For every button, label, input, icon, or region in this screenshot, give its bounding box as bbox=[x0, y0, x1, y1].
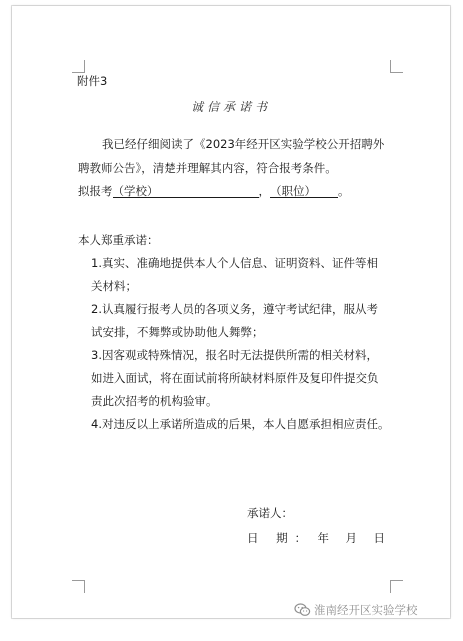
crop-mark-top-right bbox=[390, 60, 403, 73]
intro-line-1: 我已经仔细阅读了《2023年经开区实验学校公开招聘外 bbox=[102, 137, 385, 151]
apply-separator: ， bbox=[258, 184, 270, 198]
wechat-icon bbox=[294, 603, 311, 617]
promise-item-3-line-1: 3.因客观或特殊情况，报名时无法提供所需的相关材料， bbox=[91, 348, 378, 362]
wechat-watermark bbox=[314, 603, 418, 617]
date-month: 月 bbox=[345, 531, 357, 545]
promise-item-3-line-2: 如进入面试，将在面试前将所缺材料原件及复印件提交负 bbox=[91, 371, 379, 385]
apply-end: 。 bbox=[338, 184, 350, 198]
promise-heading: 本人郑重承诺： bbox=[78, 233, 159, 247]
promise-item-2-line-1: 2.认真履行报考人员的各项义务，遵守考试纪律，服从考 bbox=[91, 302, 378, 316]
date-year: 年 bbox=[317, 531, 329, 545]
school-blank[interactable] bbox=[113, 184, 259, 198]
promise-item-1-line-1: 1.真实、准确地提供本人个人信息、证明资料、证件等相 bbox=[91, 256, 378, 270]
watermark-text: 淮南经开区实验学校 bbox=[314, 603, 418, 617]
crop-mark-bottom-right bbox=[390, 580, 403, 593]
intro-line-2: 聘教师公告》，清楚并理解其内容，符合报考条件。 bbox=[78, 161, 337, 175]
attachment-label: 附件3 bbox=[77, 74, 108, 88]
document-title: 诚信承诺书 bbox=[190, 100, 271, 114]
position-label: （职位） bbox=[270, 184, 316, 198]
position-blank[interactable] bbox=[270, 184, 338, 198]
date-label: 日 期： bbox=[247, 531, 314, 545]
signer-label: 承诺人： bbox=[247, 506, 293, 520]
promise-item-1-line-2: 关材料； bbox=[91, 279, 137, 293]
date-line bbox=[247, 531, 385, 545]
document-page bbox=[12, 6, 450, 618]
promise-item-3-line-3: 责此次招考的机构验审。 bbox=[91, 394, 218, 408]
crop-mark-top-left bbox=[72, 60, 85, 73]
crop-mark-bottom-left bbox=[72, 580, 85, 593]
promise-item-4-line-1: 4.对违反以上承诺所造成的后果，本人自愿承担相应责任。 bbox=[91, 417, 390, 431]
apply-line bbox=[78, 184, 350, 198]
date-day: 日 bbox=[373, 531, 385, 545]
promise-item-2-line-2: 试安排，不舞弊或协助他人舞弊； bbox=[91, 325, 264, 339]
school-label: （学校） bbox=[112, 184, 159, 198]
apply-prefix: 拟报考 bbox=[78, 184, 113, 198]
